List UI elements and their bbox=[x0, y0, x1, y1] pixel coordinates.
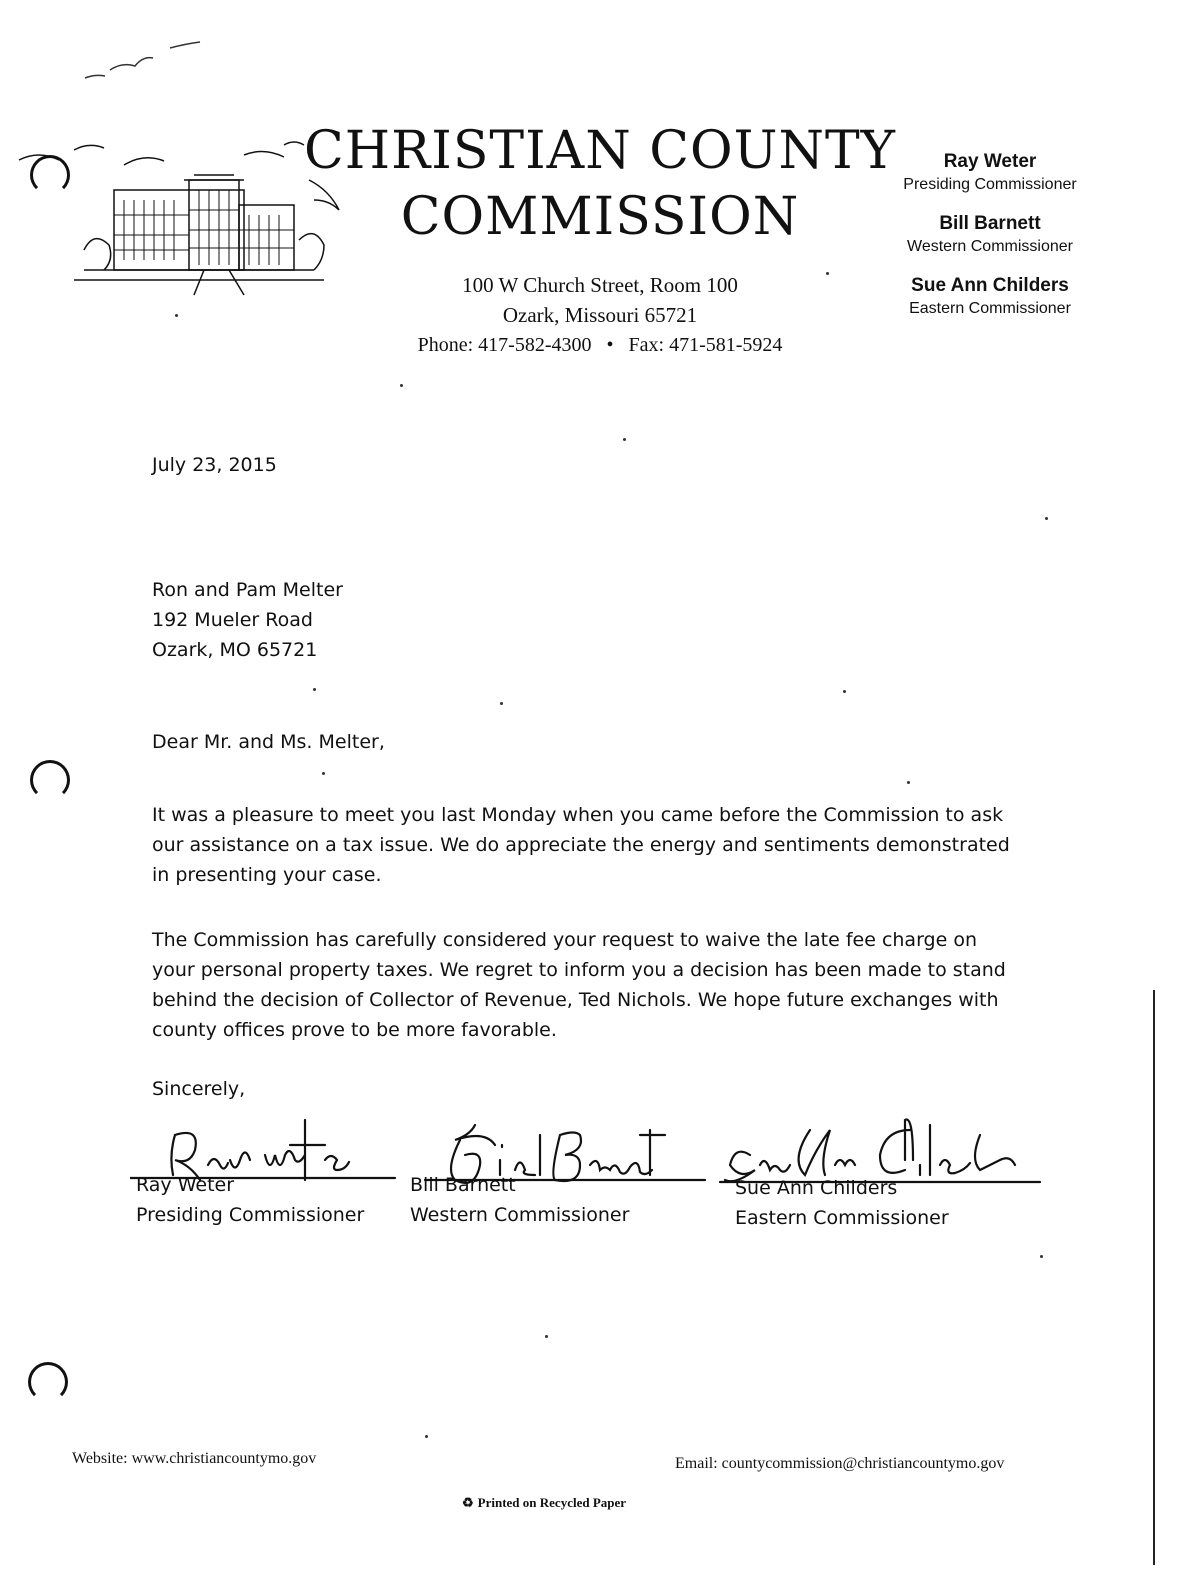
commissioner-name: Sue Ann Childers bbox=[911, 275, 1069, 296]
commissioner-name: Ray Weter bbox=[943, 151, 1037, 172]
scan-speck bbox=[425, 1435, 428, 1438]
footer-website: Website: www.christiancountymo.gov bbox=[72, 1450, 317, 1467]
letter-date: July 23, 2015 bbox=[152, 454, 277, 476]
organization-title bbox=[300, 120, 900, 248]
organization-title-line2: COMMISSION bbox=[400, 187, 800, 247]
signer bbox=[410, 1170, 629, 1230]
courthouse-illustration-icon bbox=[14, 120, 344, 300]
scan-speck bbox=[175, 314, 178, 317]
salutation: Dear Mr. and Ms. Melter, bbox=[152, 731, 385, 753]
footer-email: Email: countycommission@christiancountymo.gov bbox=[675, 1455, 1005, 1472]
signer bbox=[735, 1173, 949, 1233]
commissioner-role: Eastern Commissioner bbox=[909, 300, 1071, 317]
body-paragraph: It was a pleasure to meet you last Monday when you came before the Commission to ask our assistance on a tax issue. We do appreciate the energy and sentiments demonstrated in presenting your case. bbox=[152, 804, 1010, 886]
signer-name: Ray Weter bbox=[136, 1174, 235, 1196]
phone-label: Phone: bbox=[417, 334, 474, 356]
body-paragraph: The Commission has carefully considered your request to waive the late fee charge on your personal property taxes. We regret to inform you a decision has been made to stand behind the decision of Collector of Revenue, Ted Nichols. We hope future exchanges with county offices prove to be more favorable. bbox=[152, 929, 1006, 1041]
punch-hole-mark bbox=[30, 760, 70, 800]
scan-speck bbox=[313, 688, 316, 691]
commissioner-role: Western Commissioner bbox=[907, 238, 1073, 255]
address-city: Ozark, Missouri 65721 bbox=[502, 303, 698, 327]
commissioner-name: Bill Barnett bbox=[939, 213, 1041, 234]
punch-hole-mark bbox=[28, 1362, 68, 1402]
organization-address bbox=[340, 270, 860, 360]
scan-scribble-icon bbox=[80, 40, 210, 85]
recipient-city: Ozark, MO 65721 bbox=[152, 639, 318, 661]
signer bbox=[136, 1170, 364, 1230]
bullet-separator: • bbox=[596, 334, 624, 356]
scan-speck bbox=[1045, 517, 1048, 520]
signer-title: Western Commissioner bbox=[410, 1204, 630, 1226]
scan-speck bbox=[500, 702, 503, 705]
closing: Sincerely, bbox=[152, 1078, 246, 1100]
recipient-name: Ron and Pam Melter bbox=[152, 579, 343, 601]
commissioner-list bbox=[880, 150, 1100, 336]
signer-title: Presiding Commissioner bbox=[136, 1204, 365, 1226]
contact-line bbox=[340, 330, 860, 360]
signer-title: Eastern Commissioner bbox=[735, 1207, 949, 1229]
fax-number: 471-581-5924 bbox=[669, 334, 783, 356]
scan-speck bbox=[907, 781, 910, 784]
scan-speck bbox=[322, 772, 325, 775]
signature-block bbox=[130, 1110, 1070, 1260]
scan-edge-line bbox=[1153, 990, 1155, 1565]
recycle-icon: ♻ bbox=[462, 1495, 474, 1510]
recycled-text: Printed on Recycled Paper bbox=[477, 1495, 627, 1510]
scan-speck bbox=[623, 438, 626, 441]
scan-speck bbox=[545, 1335, 548, 1338]
address-street: 100 W Church Street, Room 100 bbox=[462, 273, 738, 297]
recipient-street: 192 Mueler Road bbox=[152, 609, 313, 631]
signer-name: Bill Barnett bbox=[410, 1174, 516, 1196]
scan-speck bbox=[400, 384, 403, 387]
commissioner-role: Presiding Commissioner bbox=[903, 176, 1077, 193]
footer-recycled-note bbox=[462, 1495, 626, 1511]
recipient-address bbox=[152, 575, 343, 665]
fax-label: Fax: bbox=[628, 334, 665, 356]
scan-speck bbox=[843, 690, 846, 693]
phone-number: 417-582-4300 bbox=[478, 334, 592, 356]
signer-name: Sue Ann Childers bbox=[735, 1177, 898, 1199]
organization-title-line1: CHRISTIAN COUNTY bbox=[303, 121, 896, 181]
